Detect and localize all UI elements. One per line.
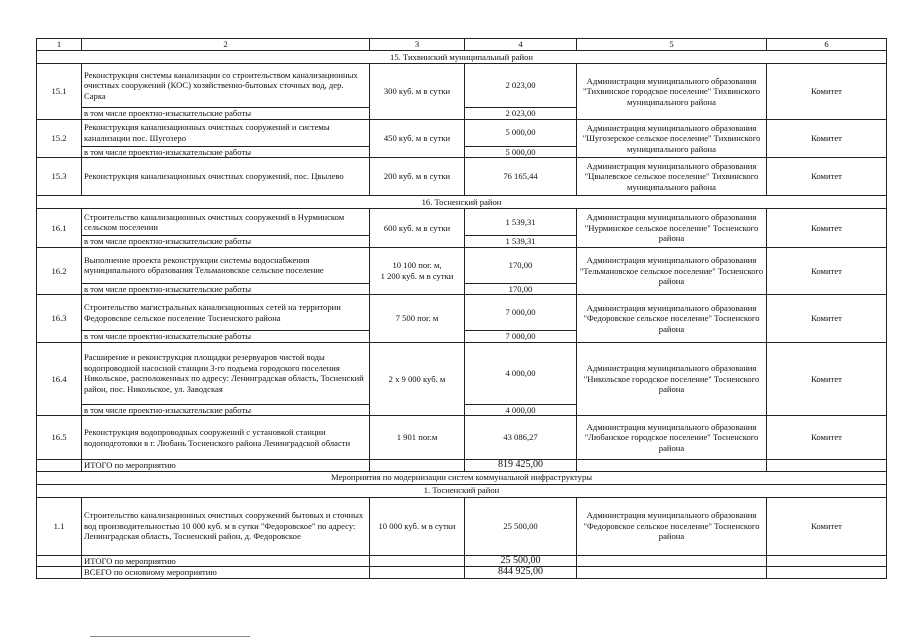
row-executor: Комитет [767,209,887,248]
table-row [37,295,887,331]
header-cell: 2 [82,39,370,51]
row-admin: Администрация муниципального образования "Любанское городское поселение" Тосненского района [577,416,767,460]
row-capacity: 10 000 куб. м в сутки [370,497,465,555]
subrow-sum: 4 000,00 [465,404,577,416]
row-admin: Администрация муниципального образования "Федоровское сельское поселение" Тосненского района [577,295,767,343]
subrow-label: в том числе проектно-изыскательские работы [82,404,370,416]
row-description: Реконструкция системы канализации со строительством канализационных очистных сооружений (КОС) хозяйственно-бытовых сточных вод, дер. Сарка [82,64,370,108]
grand-total-value: 844 925,00 [465,567,577,579]
row-sum: 4 000,00 [465,342,577,404]
capacity-line: 1 200 куб. м в сутки [380,270,454,281]
row-capacity: 450 куб. м в сутки [370,119,465,158]
section-row [37,484,887,497]
row-number: 15.2 [37,119,82,158]
row-executor: Комитет [767,497,887,555]
section-row [37,471,887,484]
row-executor: Комитет [767,247,887,295]
investment-table [36,38,887,579]
row-description: Строительство канализационных очистных сооружений в Нурминском сельском поселении [82,209,370,236]
capacity-line: 10 100 пог. м, [392,260,442,271]
subrow-sum: 2 023,00 [465,108,577,120]
header-cell: 6 [767,39,887,51]
row-description: Строительство канализационных очистных сооружений бытовых и сточных вод производительностью 10 000 куб. м в сутки "Федоровское" по адресу: Ленинградская область, Тосненский район, д. Федоровское [82,497,370,555]
row-number: 15.1 [37,64,82,120]
row-admin: Администрация муниципального образования "Тельмановское сельское поселение" Тосненского района [577,247,767,295]
row-number: 16.4 [37,342,82,416]
header-row [37,39,887,51]
row-number: 16.1 [37,209,82,248]
total-row [37,460,887,472]
row-number: 1.1 [37,497,82,555]
row-capacity: 7 500 пог. м [370,295,465,343]
row-executor: Комитет [767,119,887,158]
header-cell: 3 [370,39,465,51]
section-title: Мероприятия по модернизации систем коммунальной инфраструктуры [37,471,887,484]
row-admin: Администрация муниципального образования "Цвылевское сельское поселение" Тихвинского муниципального района [577,158,767,196]
row-sum: 7 000,00 [465,295,577,331]
row-description: Реконструкция канализационных очистных сооружений, пос. Цвылево [82,158,370,196]
row-number: 16.3 [37,295,82,343]
row-capacity: 1 901 пог.м [370,416,465,460]
row-admin: Администрация муниципального образования "Федоровское сельское поселение" Тосненского района [577,497,767,555]
row-number: 16.5 [37,416,82,460]
row-admin: Администрация муниципального образования "Шугозерское сельское поселение" Тихвинского муниципального района [577,119,767,158]
subrow-sum: 170,00 [465,283,577,295]
page-bottom-line [90,636,250,637]
table-row [37,497,887,555]
section-title: 15. Тихвинский муниципальный район [37,51,887,64]
row-executor: Комитет [767,295,887,343]
row-number: 16.2 [37,247,82,295]
row-sum: 25 500,00 [465,497,577,555]
table-row [37,247,887,283]
table-row [37,119,887,146]
row-capacity: 600 куб. м в сутки [370,209,465,248]
row-sum: 170,00 [465,247,577,283]
header-cell: 5 [577,39,767,51]
row-sum: 2 023,00 [465,64,577,108]
subrow-label: в том числе проектно-изыскательские работы [82,331,370,343]
row-sum: 1 539,31 [465,209,577,236]
table-row [37,416,887,460]
subrow-label: в том числе проектно-изыскательские работы [82,236,370,248]
row-description: Строительство магистральных канализационных сетей на территории Федоровское сельское поселение Тосненского района [82,295,370,331]
row-capacity: 2 х 9 000 куб. м [370,342,465,416]
grand-total-row [37,567,887,579]
row-description: Выполнение проекта реконструкции системы водоснабжения муниципального образования Тельмановское сельское поселение [82,247,370,283]
section-title: 1. Тосненский район [37,484,887,497]
row-number: 15.3 [37,158,82,196]
section-row [37,196,887,209]
subrow-label: в том числе проектно-изыскательские работы [82,146,370,158]
row-description: Реконструкция водопроводных сооружений с установкой станции водоподготовки в г. Любань Тосненского района Ленинградской области [82,416,370,460]
total-label: ИТОГО по мероприятию [82,555,370,567]
table-row [37,342,887,404]
subrow-sum: 1 539,31 [465,236,577,248]
section-row [37,51,887,64]
table-row [37,158,887,196]
header-cell: 4 [465,39,577,51]
subrow-sum: 5 000,00 [465,146,577,158]
table-row [37,209,887,236]
row-executor: Комитет [767,416,887,460]
total-label: ИТОГО по мероприятию [82,460,370,472]
row-sum: 5 000,00 [465,119,577,146]
row-executor: Комитет [767,158,887,196]
row-admin: Администрация муниципального образования "Тихвинское городское поселение" Тихвинского муниципального района [577,64,767,120]
total-value: 819 425,00 [465,460,577,472]
table-row [37,64,887,108]
row-capacity: 300 куб. м в сутки [370,64,465,120]
subrow-label: в том числе проектно-изыскательские работы [82,283,370,295]
row-executor: Комитет [767,64,887,120]
row-admin: Администрация муниципального образования "Нурминское сельское поселение" Тосненского района [577,209,767,248]
row-sum: 76 165,44 [465,158,577,196]
subrow-sum: 7 000,00 [465,331,577,343]
grand-total-label: ВСЕГО по основному мероприятию [82,567,370,579]
row-executor: Комитет [767,342,887,416]
row-description: Реконструкция канализационных очистных сооружений и системы канализации пос. Шугозеро [82,119,370,146]
subrow-label: в том числе проектно-изыскательские работы [82,108,370,120]
row-admin: Администрация муниципального образования "Никольское городское поселение" Тосненского района [577,342,767,416]
total-value: 25 500,00 [465,555,577,567]
row-description: Расширение и реконструкция площадки резервуаров чистой воды водопроводной насосной станции 3-го подъема городского поселения Никольское, расположенных по адресу: Ленинградская область, Тосненский район, пос. Никольское, ул. Заводская [82,342,370,404]
row-capacity [370,247,465,295]
total-row [37,555,887,567]
row-sum: 43 086,27 [465,416,577,460]
section-title: 16. Тосненский район [37,196,887,209]
header-cell: 1 [37,39,82,51]
row-capacity: 200 куб. м в сутки [370,158,465,196]
